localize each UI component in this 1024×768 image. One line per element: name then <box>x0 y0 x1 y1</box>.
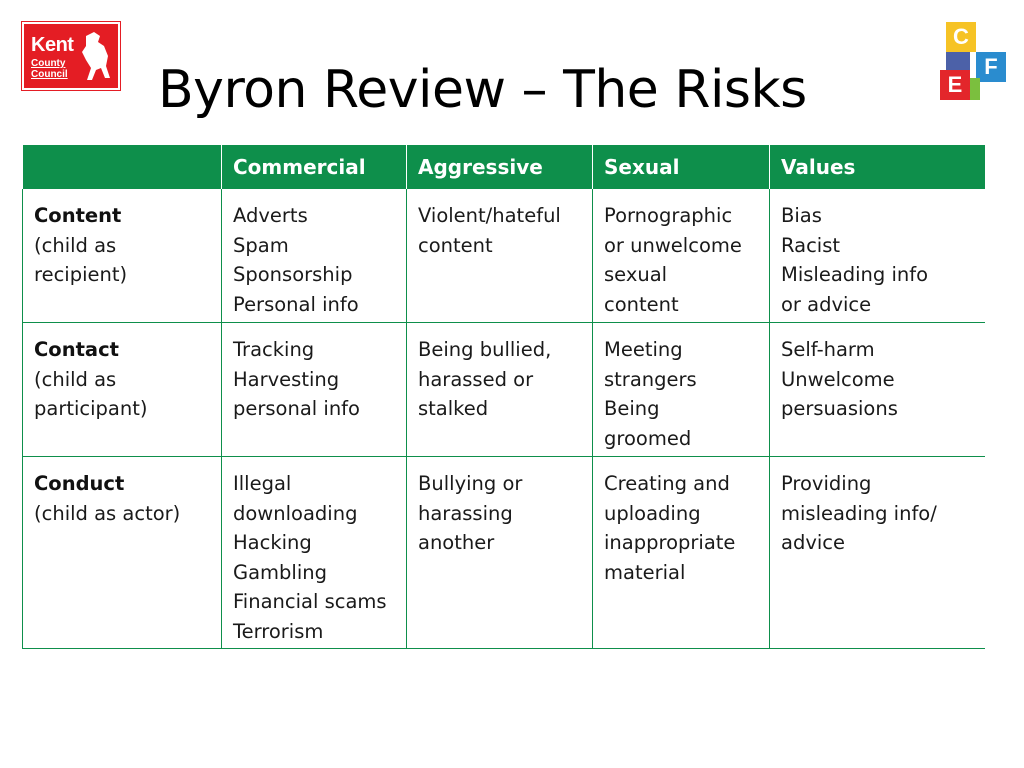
table-cell <box>222 323 407 457</box>
cell-text: inappropriate <box>604 531 736 554</box>
cell-text: Being <box>604 397 660 420</box>
page-title: Byron Review – The Risks <box>158 60 807 120</box>
cell-text: Being bullied, <box>418 338 552 361</box>
cell-text: Providing <box>781 472 872 495</box>
cell-text: persuasions <box>781 397 898 420</box>
kent-county-council-logo <box>22 22 120 90</box>
cell-text: Spam <box>233 233 289 257</box>
cell-text: Unwelcome <box>781 367 895 391</box>
cef-logo <box>936 22 1010 102</box>
cell-text: advice <box>781 531 846 554</box>
cell-text: Illegal <box>233 472 292 495</box>
row-header-label: Content <box>34 204 122 227</box>
column-header-values: Values <box>770 145 985 189</box>
table-cell <box>770 189 985 323</box>
cell-text: personal info <box>233 397 360 420</box>
risks-table <box>22 145 985 649</box>
row-header-label: Conduct <box>34 472 125 495</box>
cell-text: Personal info <box>233 292 359 316</box>
cell-text: Sponsorship <box>233 263 353 286</box>
cef-logo-block <box>946 52 970 70</box>
cell-text: downloading <box>233 501 358 525</box>
cell-text: strangers <box>604 367 697 391</box>
cell-text: Tracking <box>233 338 315 361</box>
cell-text: Adverts <box>233 204 308 227</box>
cef-logo-e: E <box>940 70 970 100</box>
cell-text: or unwelcome <box>604 233 742 257</box>
table-cell <box>407 323 593 457</box>
table-row <box>23 189 985 323</box>
cell-text: harassing <box>418 501 513 525</box>
kent-logo-subtitle: County Council <box>31 58 68 80</box>
cell-text: Creating and <box>604 472 730 495</box>
cell-text: Racist <box>781 233 841 257</box>
row-header-subtitle: participant) <box>34 397 148 420</box>
cell-text: Financial scams <box>233 590 387 613</box>
table-cell <box>770 323 985 457</box>
cef-logo-f: F <box>976 52 1006 82</box>
cell-text: content <box>418 233 493 257</box>
column-header <box>23 145 222 189</box>
cell-text: content <box>604 292 679 316</box>
row-header-subtitle: (child as actor) <box>34 501 181 525</box>
cell-text: sexual <box>604 263 668 286</box>
column-header-sexual: Sexual <box>593 145 770 189</box>
cell-text: Meeting <box>604 338 683 361</box>
cef-logo-c: C <box>946 22 976 52</box>
table-cell <box>407 457 593 649</box>
table-cell <box>593 457 770 649</box>
cell-text: material <box>604 560 686 584</box>
cell-text: Gambling <box>233 560 328 584</box>
row-header-label: Contact <box>34 338 119 361</box>
cell-text: uploading <box>604 501 701 525</box>
table-header-row <box>23 145 985 189</box>
cell-text: another <box>418 531 495 554</box>
column-header-commercial: Commercial <box>222 145 407 189</box>
cell-text: harassed or <box>418 367 534 391</box>
cell-text: Bullying or <box>418 472 523 495</box>
cell-text: Bias <box>781 204 822 227</box>
cell-text: Terrorism <box>233 619 324 643</box>
cef-logo-block <box>970 78 980 100</box>
cell-text: Pornographic <box>604 204 733 227</box>
row-header-subtitle: (child as <box>34 367 117 391</box>
cell-text: Misleading info <box>781 263 929 286</box>
table-cell <box>222 457 407 649</box>
table-row <box>23 323 985 457</box>
column-header-aggressive: Aggressive <box>407 145 593 189</box>
table-row <box>23 457 985 649</box>
cell-text: Hacking <box>233 531 312 554</box>
table-cell <box>593 189 770 323</box>
cell-text: Harvesting <box>233 367 340 391</box>
table-cell <box>593 323 770 457</box>
row-header-subtitle: recipient) <box>34 263 128 286</box>
row-header <box>23 323 222 457</box>
cell-text: Violent/hateful <box>418 204 561 227</box>
cell-text: or advice <box>781 292 872 316</box>
row-header <box>23 189 222 323</box>
table-cell <box>770 457 985 649</box>
cell-text: stalked <box>418 397 489 420</box>
row-header-subtitle: (child as <box>34 233 117 257</box>
table-cell <box>407 189 593 323</box>
cell-text: misleading info/ <box>781 501 937 525</box>
table-cell <box>222 189 407 323</box>
cell-text: Self-harm <box>781 338 875 361</box>
row-header <box>23 457 222 649</box>
cell-text: groomed <box>604 426 692 450</box>
kent-logo-word: Kent <box>31 34 74 56</box>
white-horse-icon <box>78 30 114 82</box>
